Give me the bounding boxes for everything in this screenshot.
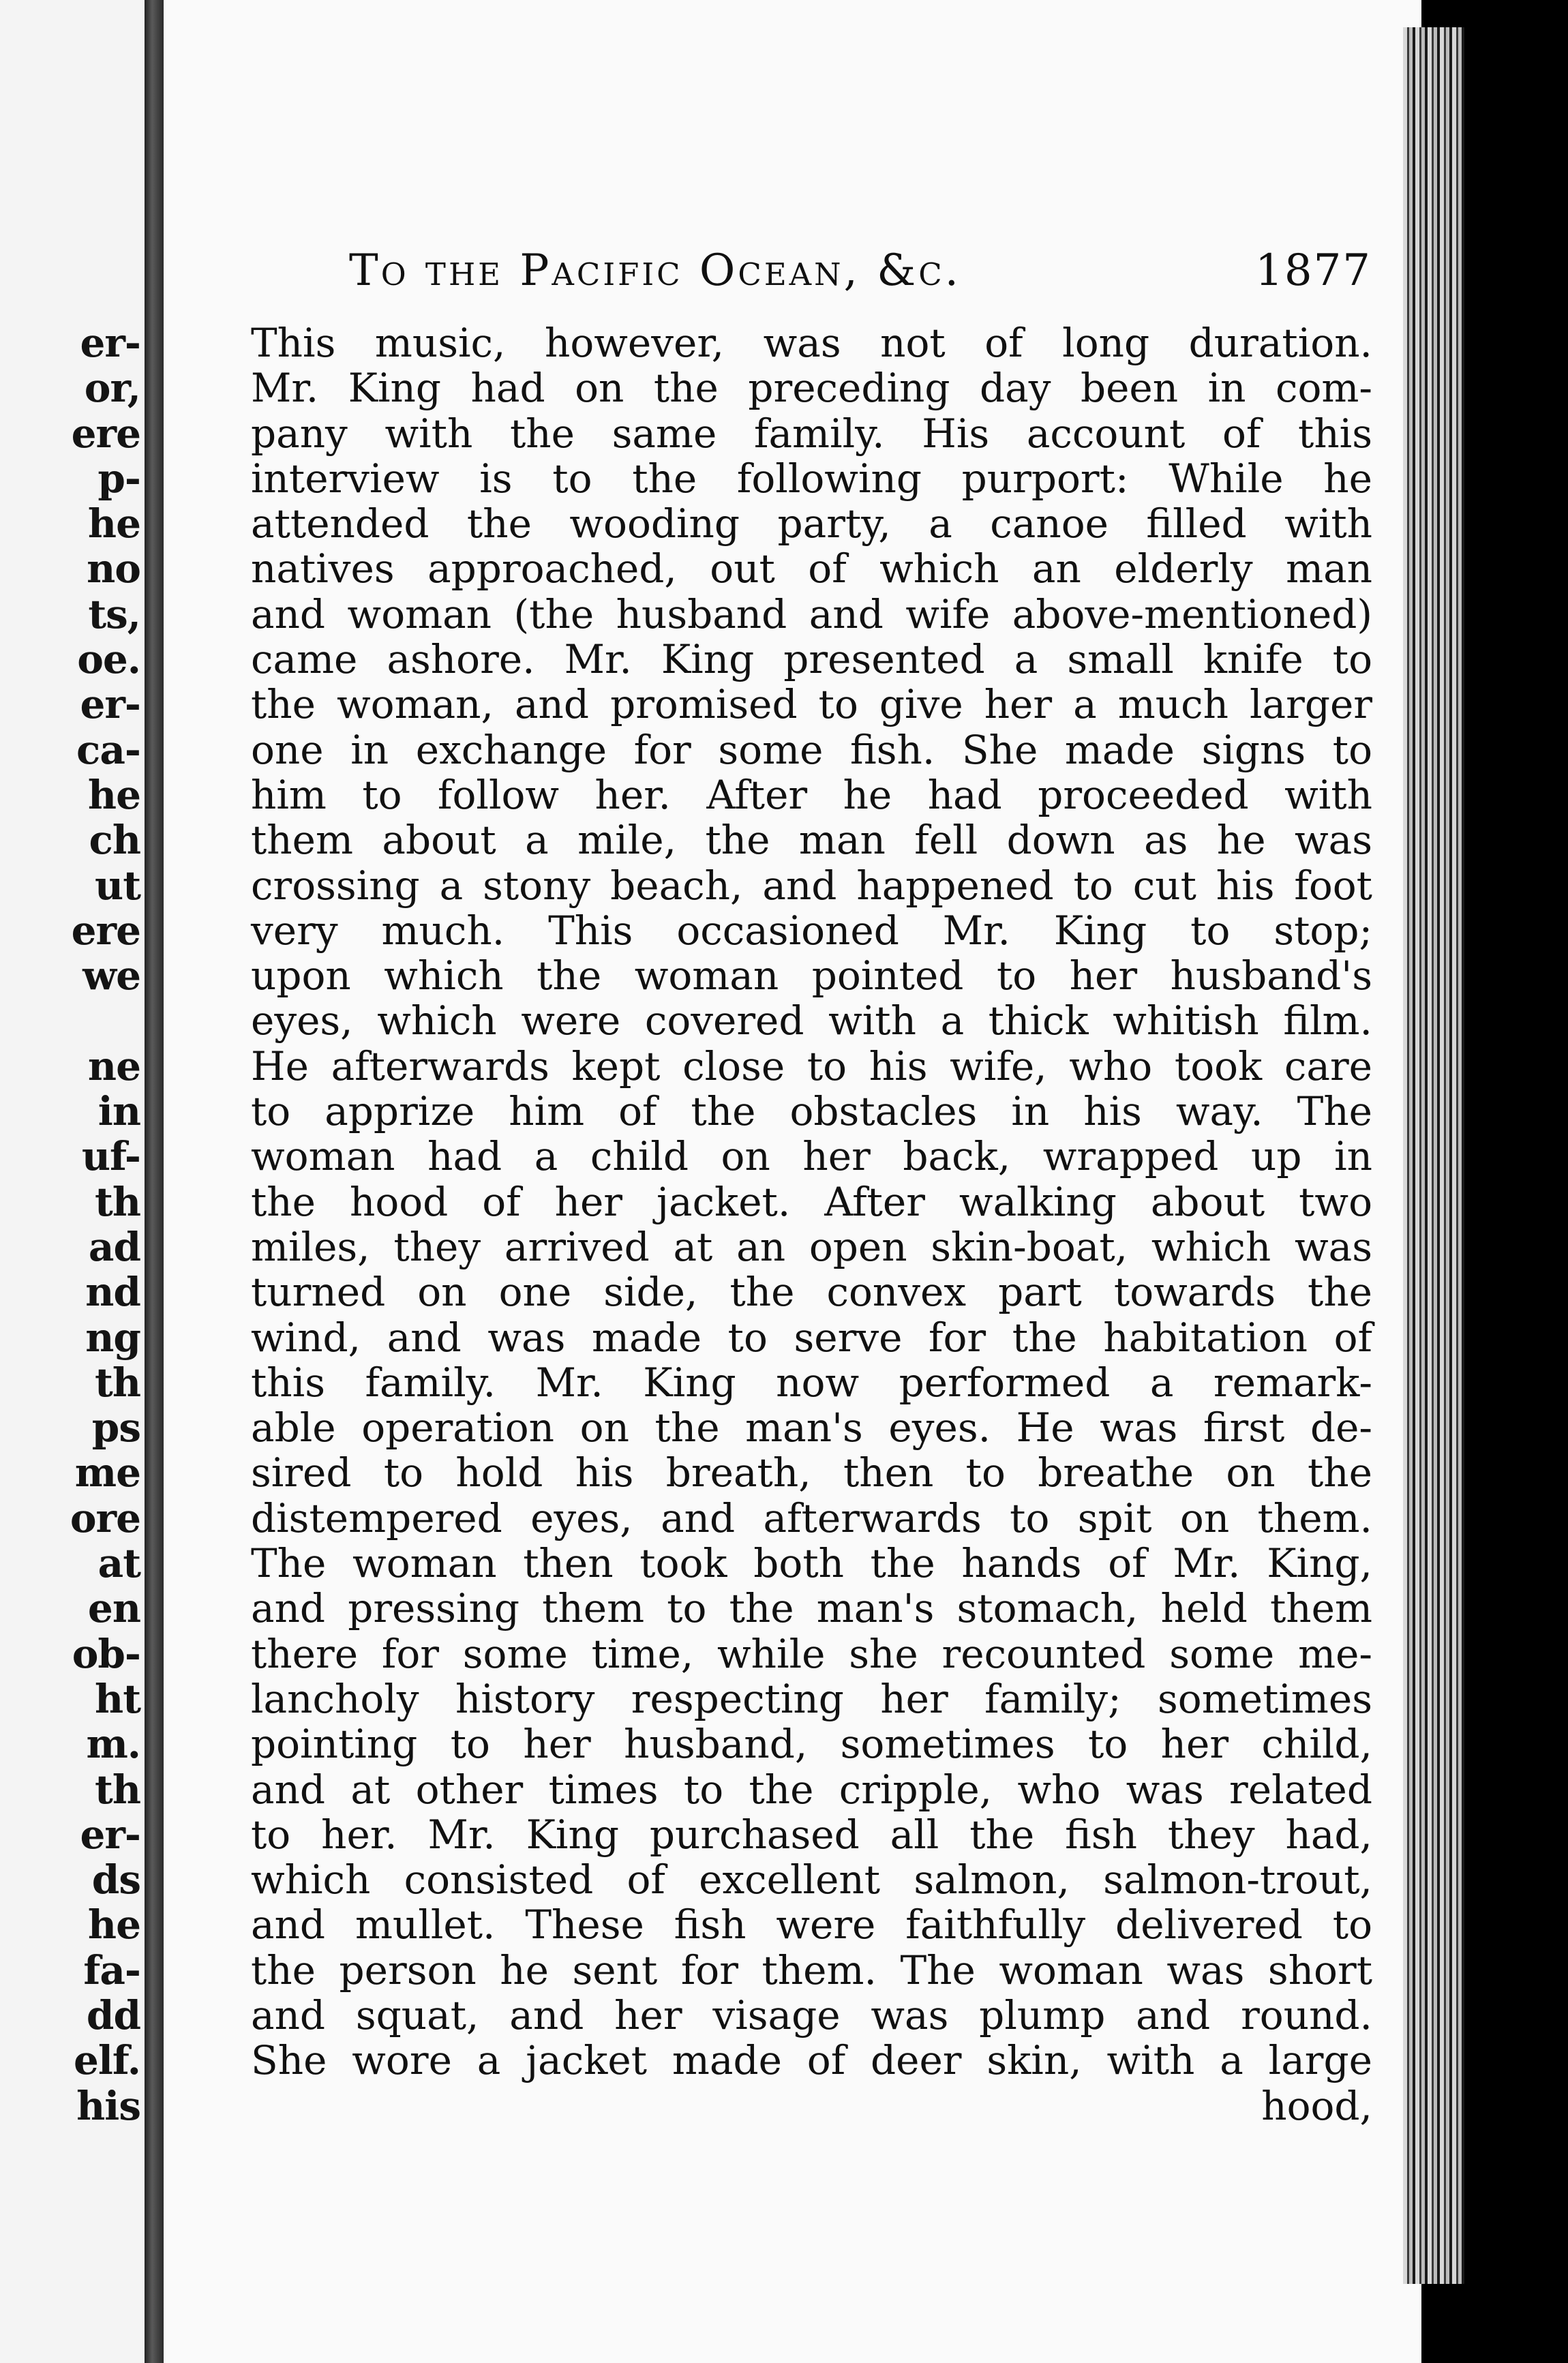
- body-line: able operation on the man's eyes. He was first de-: [251, 1404, 1372, 1451]
- body-line: him to follow her. After he had proceeded with: [251, 771, 1372, 818]
- left-page-line-fragment: dd: [86, 1991, 140, 2038]
- left-page-line-fragment: ts,: [88, 590, 140, 637]
- left-page-line-fragment: ds: [91, 1856, 140, 1903]
- left-page-line-fragment: ca-: [76, 726, 140, 773]
- left-page-line-fragment: ere: [71, 907, 140, 954]
- body-line: one in exchange for some fish. She made signs to: [251, 726, 1372, 773]
- running-head-title: To the Pacific Ocean, &c.: [349, 245, 961, 296]
- left-page-line-fragment: at: [97, 1540, 140, 1587]
- left-page-line-fragment: ne: [87, 1042, 140, 1089]
- left-page-line-fragment: me: [74, 1449, 140, 1496]
- page-number: 1877: [1255, 245, 1372, 296]
- body-line: which consisted of excellent salmon, salmon-trout,: [251, 1856, 1372, 1903]
- body-line: to apprize him of the obstacles in his way. The: [251, 1088, 1372, 1135]
- left-page-line-fragment: th: [95, 1766, 140, 1813]
- body-line: the woman, and promised to give her a much larger: [251, 681, 1372, 728]
- body-line: and woman (the husband and wife above-mentioned): [251, 590, 1372, 637]
- left-page-line-fragment: or,: [84, 365, 140, 412]
- body-line: and pressing them to the man's stomach, held them: [251, 1585, 1372, 1632]
- body-line: natives approached, out of which an elderly man: [251, 545, 1372, 592]
- body-line: came ashore. Mr. King presented a small knife to: [251, 636, 1372, 683]
- left-page-line-fragment: ng: [85, 1314, 140, 1361]
- body-line: the hood of her jacket. After walking about two: [251, 1178, 1372, 1225]
- body-line: turned on one side, the convex part towards the: [251, 1269, 1372, 1316]
- body-line: and at other times to the cripple, who was related: [251, 1766, 1372, 1813]
- left-page-line-fragment: ad: [88, 1223, 140, 1270]
- left-page-line-fragment: p-: [97, 455, 140, 502]
- left-page-line-fragment: he: [87, 500, 140, 547]
- body-line: She wore a jacket made of deer skin, with a large: [251, 2037, 1372, 2084]
- left-page-line-fragment: en: [87, 1585, 140, 1632]
- left-page-line-fragment: th: [95, 1178, 140, 1225]
- body-line: and squat, and her visage was plump and round.: [251, 1991, 1372, 2038]
- body-line: He afterwards kept close to his wife, who took care: [251, 1042, 1372, 1089]
- left-page-line-fragment: in: [97, 1088, 140, 1135]
- body-line: miles, they arrived at an open skin-boat, which was: [251, 1223, 1372, 1270]
- left-page-line-fragment: he: [87, 1901, 140, 1948]
- left-page-line-fragment: uf-: [81, 1133, 140, 1180]
- left-page-line-fragment: th: [95, 1359, 140, 1406]
- body-line: this family. Mr. King now performed a remark-: [251, 1359, 1372, 1406]
- body-text: [251, 320, 1372, 2128]
- left-page-line-fragment: we: [82, 952, 140, 999]
- left-page-line-fragment: ch: [89, 817, 140, 864]
- left-page-text-fragments: [4, 320, 140, 2128]
- body-line: to her. Mr. King purchased all the fish they had,: [251, 1811, 1372, 1858]
- running-head: [349, 245, 1372, 296]
- right-page: [164, 0, 1421, 2363]
- left-page-line-fragment: er-: [80, 1811, 140, 1858]
- body-line: eyes, which were covered with a thick whitish film.: [251, 997, 1372, 1044]
- body-line: attended the wooding party, a canoe filled with: [251, 500, 1372, 547]
- left-page-line-fragment: ht: [95, 1675, 140, 1722]
- left-page-line-fragment: he: [87, 771, 140, 818]
- left-page-line-fragment: elf.: [73, 2037, 140, 2084]
- body-line: pany with the same family. His account of this: [251, 410, 1372, 457]
- left-page-line-fragment: his: [76, 2082, 140, 2129]
- body-line: Mr. King had on the preceding day been in com-: [251, 365, 1372, 412]
- body-line: lancholy history respecting her family; sometimes: [251, 1675, 1372, 1722]
- left-page-line-fragment: nd: [85, 1269, 140, 1316]
- body-line: the person he sent for them. The woman was short: [251, 1946, 1372, 1993]
- book-gutter: [145, 0, 164, 2363]
- body-line: them about a mile, the man fell down as he was: [251, 817, 1372, 864]
- left-page-line-fragment: ere: [71, 410, 140, 457]
- left-page-line-fragment: no: [87, 545, 140, 592]
- body-line: wind, and was made to serve for the habitation of: [251, 1314, 1372, 1361]
- left-page-line-fragment: fa-: [83, 1946, 140, 1993]
- body-line: interview is to the following purport: While he: [251, 455, 1372, 502]
- left-page-line-fragment: er-: [80, 320, 140, 366]
- left-page-line-fragment: ore: [70, 1494, 140, 1541]
- body-line: very much. This occasioned Mr. King to stop;: [251, 907, 1372, 954]
- left-page-line-fragment: [4, 998, 140, 1043]
- body-line: upon which the woman pointed to her husband's: [251, 952, 1372, 999]
- left-page-line-fragment: ps: [91, 1404, 140, 1451]
- catchword: hood,: [1261, 2082, 1372, 2129]
- body-line: woman had a child on her back, wrapped up in: [251, 1133, 1372, 1180]
- body-line: and mullet. These fish were faithfully delivered to: [251, 1901, 1372, 1948]
- body-line: there for some time, while she recounted some me-: [251, 1630, 1372, 1677]
- facing-left-page: [0, 0, 145, 2363]
- body-line: This music, however, was not of long duration.: [251, 320, 1372, 366]
- body-line: crossing a stony beach, and happened to cut his foot: [251, 862, 1372, 909]
- page-edges: [1403, 27, 1464, 2284]
- left-page-line-fragment: ob-: [72, 1630, 140, 1677]
- body-line: The woman then took both the hands of Mr. King,: [251, 1540, 1372, 1587]
- body-line: sired to hold his breath, then to breathe on the: [251, 1449, 1372, 1496]
- left-page-line-fragment: ut: [95, 862, 140, 909]
- body-line: distempered eyes, and afterwards to spit on them.: [251, 1494, 1372, 1541]
- left-page-line-fragment: er-: [80, 681, 140, 728]
- left-page-line-fragment: m.: [86, 1721, 140, 1768]
- body-line: pointing to her husband, sometimes to her child,: [251, 1721, 1372, 1768]
- left-page-line-fragment: oe.: [77, 636, 140, 683]
